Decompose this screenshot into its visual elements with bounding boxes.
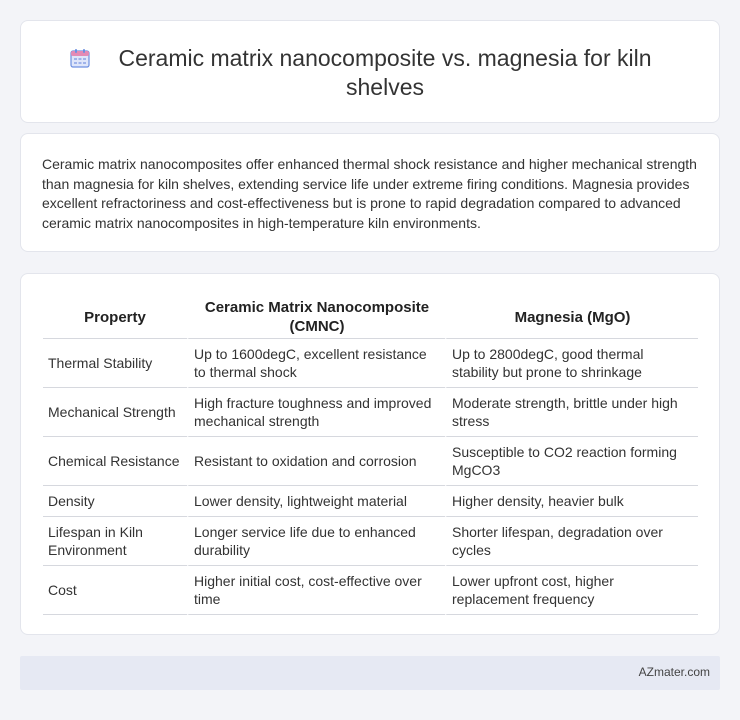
row-magnesia: Susceptible to CO2 reaction forming MgCO3 <box>445 437 698 486</box>
header-magnesia: Magnesia (MgO) <box>445 294 698 339</box>
row-cmnc: High fracture toughness and improved mechanical strength <box>187 388 445 437</box>
row-cmnc: Longer service life due to enhanced durability <box>187 517 445 566</box>
table-header-row <box>43 294 698 339</box>
table-row <box>43 339 698 388</box>
row-property: Thermal Stability <box>43 339 187 388</box>
row-magnesia: Higher density, heavier bulk <box>445 486 698 517</box>
summary-card <box>20 133 720 252</box>
row-property: Mechanical Strength <box>43 388 187 437</box>
header-property: Property <box>43 294 187 339</box>
calendar-icon <box>69 47 91 69</box>
row-property: Lifespan in Kiln Environment <box>43 517 187 566</box>
table-row <box>43 388 698 437</box>
row-property: Chemical Resistance <box>43 437 187 486</box>
page-title: Ceramic matrix nanocomposite vs. magnesia for kiln shelves <box>118 45 652 100</box>
row-magnesia: Shorter lifespan, degradation over cycles <box>445 517 698 566</box>
row-property: Cost <box>43 566 187 615</box>
table-row <box>43 517 698 566</box>
row-cmnc: Lower density, lightweight material <box>187 486 445 517</box>
title-wrap <box>61 44 679 102</box>
comparison-card <box>20 273 720 635</box>
header-cmnc: Ceramic Matrix Nanocomposite (CMNC) <box>187 294 445 339</box>
row-magnesia: Lower upfront cost, higher replacement frequency <box>445 566 698 615</box>
comparison-table <box>43 294 698 615</box>
row-cmnc: Up to 1600degC, excellent resistance to thermal shock <box>187 339 445 388</box>
row-cmnc: Resistant to oxidation and corrosion <box>187 437 445 486</box>
table-row <box>43 437 698 486</box>
title-card <box>20 20 720 123</box>
footer-brand[interactable]: AZmater.com <box>638 665 710 679</box>
row-cmnc: Higher initial cost, cost-effective over time <box>187 566 445 615</box>
table-row <box>43 486 698 517</box>
row-property: Density <box>43 486 187 517</box>
row-magnesia: Up to 2800degC, good thermal stability but prone to shrinkage <box>445 339 698 388</box>
summary-text: Ceramic matrix nanocomposites offer enhanced thermal shock resistance and higher mechanical strength than magnesia for kiln shelves, extending service life under extreme firing conditions. Magnesia provides excellent refractoriness and cost-effectiveness but is prone to rapid degradation compared to advanced ceramic matrix nanocomposites in high-temperature kiln environments. <box>42 156 697 231</box>
row-magnesia: Moderate strength, brittle under high stress <box>445 388 698 437</box>
footer <box>20 656 720 690</box>
table-row <box>43 566 698 615</box>
